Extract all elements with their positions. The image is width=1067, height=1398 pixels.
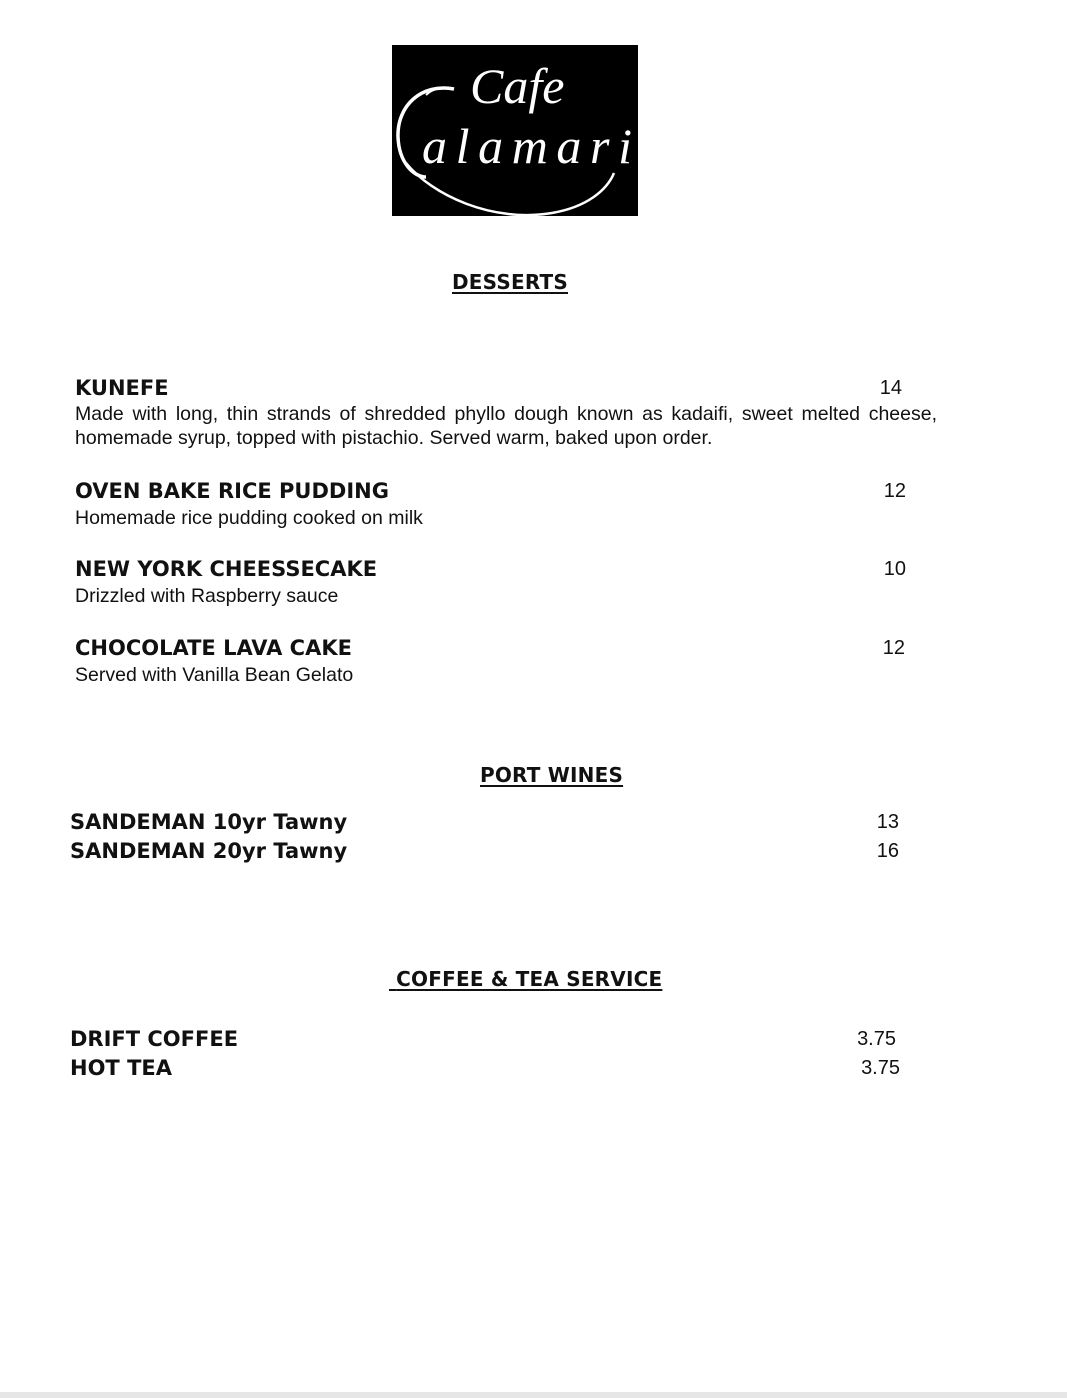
section-title-port-wines: PORT WINES (480, 763, 624, 787)
menu-item-price: 12 (883, 480, 906, 502)
cafe-calamari-logo (392, 45, 638, 216)
menu-item-price: 3.75 (861, 1057, 900, 1079)
menu-item-price: 12 (882, 637, 905, 659)
logo-text-calamari: alamari (422, 118, 632, 174)
menu-item-description: Drizzled with Raspberry sauce (75, 585, 339, 607)
menu-item-name: SANDEMAN 20yr Tawny (70, 839, 348, 863)
menu-item-name: KUNEFE (75, 376, 169, 400)
menu-item-price: 13 (876, 811, 899, 833)
menu-item-description: Homemade rice pudding cooked on milk (75, 507, 423, 529)
section-title-coffee-tea-text: COFFEE & TEA SERVICE (396, 967, 663, 991)
menu-item-name: SANDEMAN 10yr Tawny (70, 810, 348, 834)
menu-item-description: Served with Vanilla Bean Gelato (75, 664, 354, 686)
logo-graphic (392, 45, 638, 216)
logo-text-cafe: Cafe (470, 58, 565, 114)
menu-item-description: Made with long, thin strands of shredded phyllo dough known as kadaifi, sweet melted cheese, homemade syrup, topped with pistachio. Served warm, baked upon order. (75, 403, 937, 449)
menu-item-price: 3.75 (857, 1028, 896, 1050)
menu-item-name: NEW YORK CHEESSECAKE (75, 557, 378, 581)
menu-item-price: 14 (879, 377, 902, 399)
menu-item-price: 16 (876, 840, 899, 862)
menu-item-name: HOT TEA (70, 1056, 172, 1080)
page-bottom-edge (0, 1392, 1067, 1398)
section-title-desserts: DESSERTS (452, 270, 568, 294)
menu-item-name: DRIFT COFFEE (70, 1027, 239, 1051)
menu-item-name: CHOCOLATE LAVA CAKE (75, 636, 352, 660)
section-title-coffee-tea (389, 967, 662, 991)
menu-item-name: OVEN BAKE RICE PUDDING (75, 479, 389, 503)
menu-item-price: 10 (883, 558, 906, 580)
